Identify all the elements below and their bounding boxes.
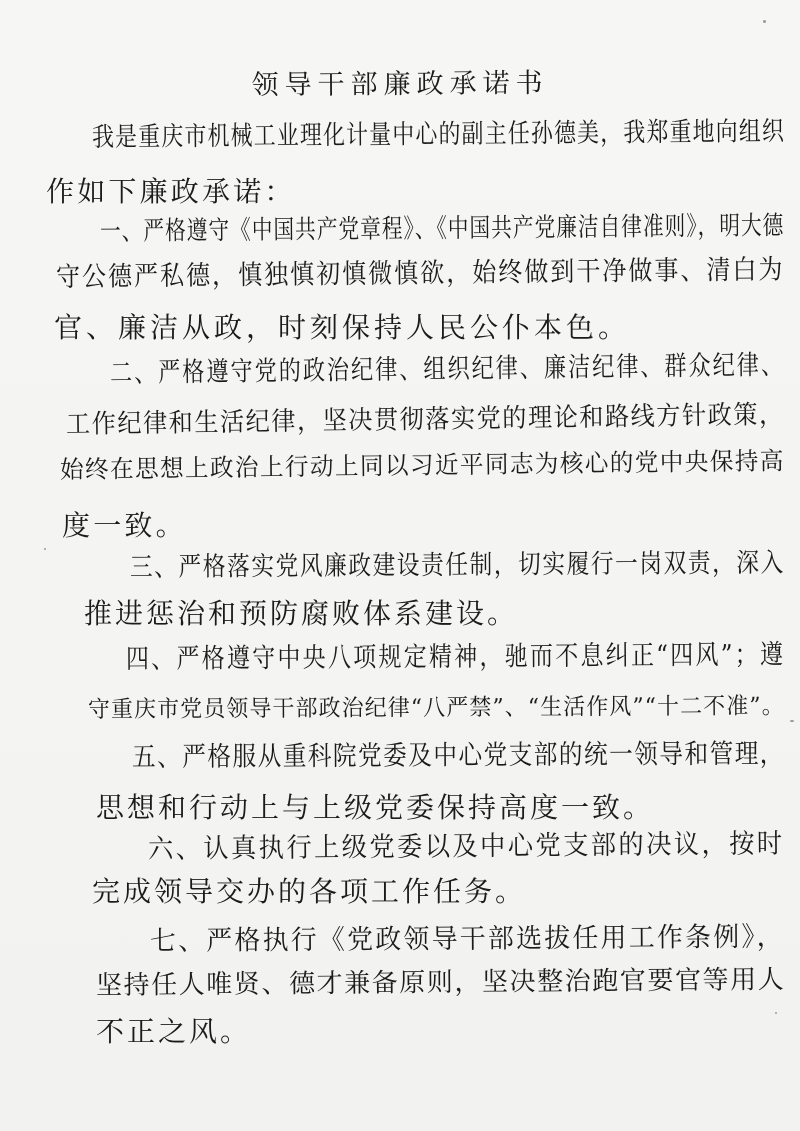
scan-speck [790,720,794,722]
text-line: 七、严格执行《党政领导干部选拔任用工作条例》， [149,921,785,957]
scan-speck [44,548,46,550]
text-line: 二、严格遵守党的政治纪律、组织纪律、廉洁纪律、群众纪律、 [109,349,786,389]
text-line: 作如下廉政承诺： [46,175,296,208]
text-line: 守重庆市党员领导干部政治纪律“八严禁”、“生活作风”“十二不准”。 [87,693,785,723]
text-line: 六、认真执行上级党委以及中心党支部的决议，按时 [147,828,785,865]
text-line: 一、严格遵守《中国共产党章程》、《中国共产党廉洁自律准则》，明大德 [99,211,785,247]
document-title: 领导干部廉政承诺书 [251,67,549,102]
text-line: 坚持任人唯贤、德才兼备原则，坚决整治跑官要官等用人 [95,964,786,1001]
text-line: 思想和行动上与上级党委保持高度一致。 [96,791,655,824]
text-line: 始终在思想上政治上行动上同以习近平同志为核心的党中央保持高 [59,446,785,484]
text-line: 我是重庆市机械工业理化计量中心的副主任孙德美，我郑重地向组织 [91,115,786,153]
scan-speck [763,20,766,23]
text-line: 五、严格服从重科院党委及中心党支部的统一领导和管理， [131,738,785,773]
text-line: 度一致。 [62,509,187,542]
text-line: 不正之风。 [96,1015,252,1048]
text-line: 四、严格遵守中央八项规定精神，驰而不息纠正“四风”；遵 [125,639,786,675]
text-line: 守公德严私德，慎独慎初慎微慎欲，始终做到干净做事、清白为 [55,254,785,293]
text-line: 完成领导交办的各项工作任务。 [92,875,527,908]
text-line: 推进惩治和预防腐败体系建设。 [84,597,519,630]
text-line: 工作纪律和生活纪律，坚决贯彻落实党的理论和路线方针政策， [65,399,785,440]
text-line: 三、严格落实党风廉政建设责任制，切实履行一岗双责，深入 [129,547,785,583]
scan-speck [775,1012,777,1014]
text-line: 官、廉洁从政，时刻保持人民公仆本色。 [54,311,631,344]
